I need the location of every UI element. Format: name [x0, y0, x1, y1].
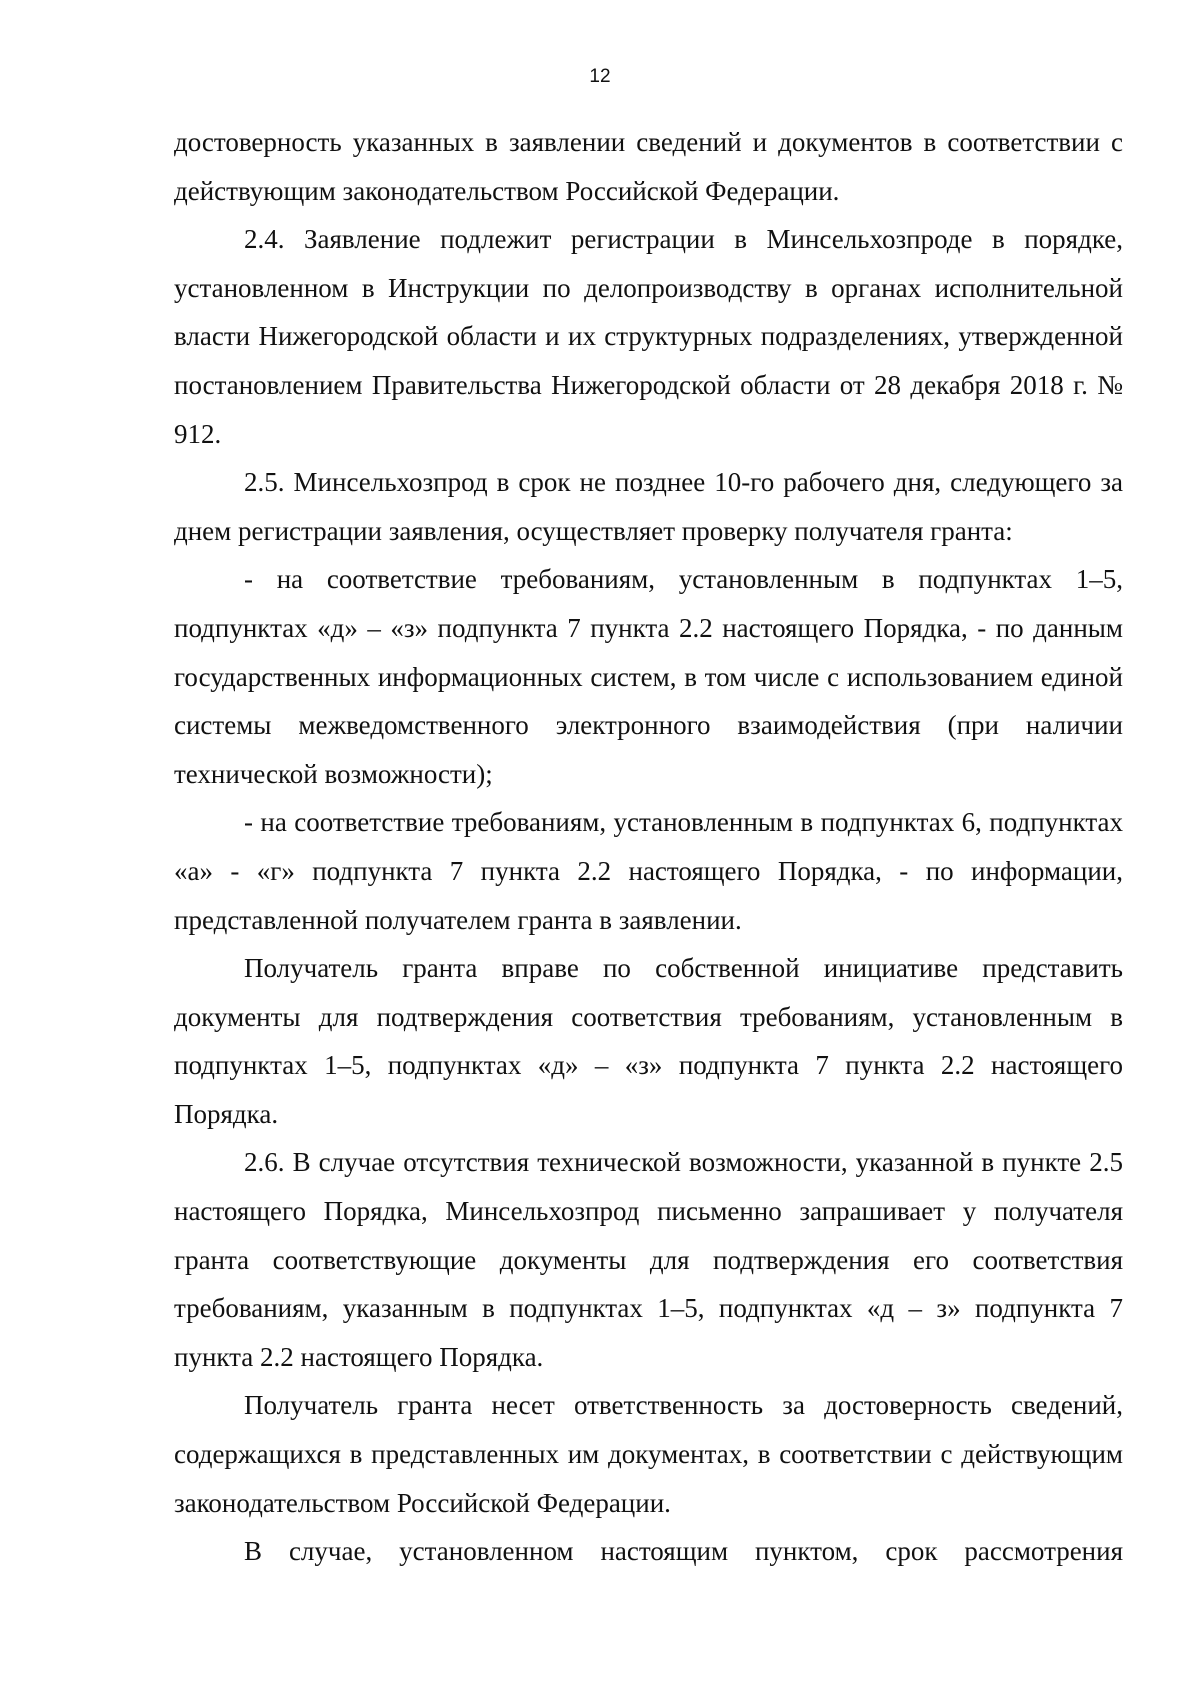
paragraph-own-initiative: Получатель гранта вправе по собственной инициативе представить документы для подтверждения соответствия требованиям, установленным в подпунктах 1–5, подпунктах «д» – «з» подпункта 7 пункта 2.2 настоящего Порядка. — [174, 953, 1123, 1129]
document-body — [174, 118, 1123, 1576]
paragraph-responsibility: Получатель гранта несет ответственность за достоверность сведений, содержащихся в представленных им документах, в соответствии с действующим законодательством Российской Федерации. — [174, 1390, 1123, 1518]
paragraph-review-term: В случае, установленном настоящим пунктом, срок рассмотрения — [244, 1536, 1123, 1567]
list-item-application-info: - на соответствие требованиям, установленным в подпунктах 6, подпунктах «а» - «г» подпункта 7 пункта 2.2 настоящего Порядка, - по информации, представленной получателем гранта в заявлении. — [174, 807, 1123, 935]
paragraph-1-continuation: достоверность указанных в заявлении сведений и документов в соответствии с действующим законодательством Российской Федерации. — [174, 127, 1123, 206]
list-item-state-systems: - на соответствие требованиям, установленным в подпунктах 1–5, подпунктах «д» – «з» подпункта 7 пункта 2.2 настоящего Порядка, - по данным государственных информационных систем, в том числе с использованием единой системы межведомственного электронного взаимодействия (при наличии технической возможности); — [174, 564, 1123, 789]
page-number: 12 — [589, 66, 611, 87]
paragraph-2-6: 2.6. В случае отсутствия технической возможности, указанной в пункте 2.5 настоящего Порядка, Минсельхозпрод письменно запрашивает у получателя гранта соответствующие документы для подтверждения его соответствия требованиям, указанным в подпунктах 1–5, подпунктах «д – з» подпункта 7 пункта 2.2 настоящего Порядка. — [174, 1147, 1123, 1372]
paragraph-2-5: 2.5. Минсельхозпрод в срок не позднее 10-го рабочего дня, следующего за днем регистрации заявления, осуществляет проверку получателя гранта: — [174, 467, 1123, 546]
paragraph-2-4: 2.4. Заявление подлежит регистрации в Минсельхозпроде в порядке, установленном в Инструкции по делопроизводству в органах исполнительной власти Нижегородской области и их структурных подразделениях, утвержденной постановлением Правительства Нижегородской области от 28 декабря 2018 г. № 912. — [174, 224, 1123, 449]
